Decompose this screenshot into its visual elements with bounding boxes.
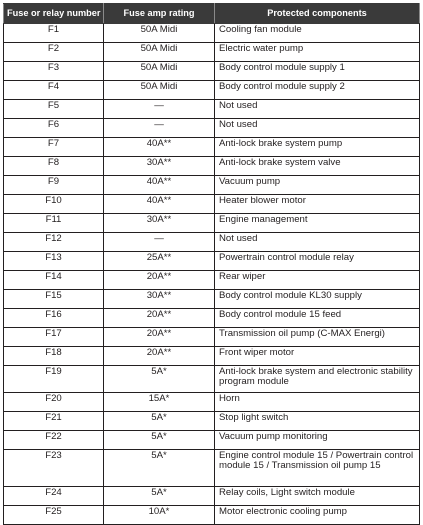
protected-component-cell: Engine control module 15 / Powertrain control module 15 / Transmission oil pump 15 — [215, 450, 420, 487]
fuse-number-cell: F20 — [4, 393, 104, 412]
protected-component-cell: Transmission oil pump (C-MAX Energi) — [215, 328, 420, 347]
protected-component-cell: Powertrain control module relay — [215, 252, 420, 271]
amp-rating-cell: 50A Midi — [104, 81, 215, 100]
protected-component-cell: Engine management — [215, 214, 420, 233]
protected-component-cell: Body control module 15 feed — [215, 309, 420, 328]
fuse-number-cell: F18 — [4, 347, 104, 366]
fuse-number-cell: F14 — [4, 271, 104, 290]
fuse-number-cell: F4 — [4, 81, 104, 100]
amp-rating-cell: 40A** — [104, 138, 215, 157]
amp-rating-cell: 5A* — [104, 450, 215, 487]
amp-rating-cell: 25A** — [104, 252, 215, 271]
amp-rating-cell: 20A** — [104, 309, 215, 328]
table-row — [4, 43, 420, 62]
amp-rating-cell: 30A** — [104, 214, 215, 233]
fuse-number-cell: F11 — [4, 214, 104, 233]
fuse-number-cell: F23 — [4, 450, 104, 487]
amp-rating-cell: 40A** — [104, 195, 215, 214]
amp-rating-cell: 20A** — [104, 271, 215, 290]
fuse-number-cell: F9 — [4, 176, 104, 195]
protected-component-cell: Horn — [215, 393, 420, 412]
amp-rating-cell: — — [104, 233, 215, 252]
protected-component-cell: Front wiper motor — [215, 347, 420, 366]
amp-rating-cell: 5A* — [104, 431, 215, 450]
fuse-number-cell: F2 — [4, 43, 104, 62]
table-row — [4, 24, 420, 43]
table-row — [4, 252, 420, 271]
fuse-number-cell: F1 — [4, 24, 104, 43]
protected-component-cell: Anti-lock brake system valve — [215, 157, 420, 176]
table-row — [4, 412, 420, 431]
table-row — [4, 100, 420, 119]
table-row — [4, 290, 420, 309]
protected-component-cell: Not used — [215, 100, 420, 119]
fuse-number-cell: F22 — [4, 431, 104, 450]
amp-rating-cell: 15A* — [104, 393, 215, 412]
fuse-number-cell: F19 — [4, 366, 104, 393]
protected-component-cell: Heater blower motor — [215, 195, 420, 214]
table-row — [4, 431, 420, 450]
table-row — [4, 176, 420, 195]
fuse-number-cell: F16 — [4, 309, 104, 328]
header-amp-rating: Fuse amp rating — [104, 4, 215, 24]
fuse-table — [3, 3, 420, 525]
header-protected-components: Protected components — [215, 4, 420, 24]
amp-rating-cell: 20A** — [104, 347, 215, 366]
fuse-number-cell: F10 — [4, 195, 104, 214]
amp-rating-cell: — — [104, 100, 215, 119]
fuse-number-cell: F17 — [4, 328, 104, 347]
protected-component-cell: Stop light switch — [215, 412, 420, 431]
table-row — [4, 195, 420, 214]
protected-component-cell: Not used — [215, 233, 420, 252]
fuse-number-cell: F6 — [4, 119, 104, 138]
amp-rating-cell: 50A Midi — [104, 62, 215, 81]
protected-component-cell: Motor electronic cooling pump — [215, 506, 420, 525]
fuse-number-cell: F12 — [4, 233, 104, 252]
fuse-number-cell: F13 — [4, 252, 104, 271]
fuse-number-cell: F7 — [4, 138, 104, 157]
fuse-table-container — [3, 3, 419, 525]
header-fuse-number: Fuse or relay number — [4, 4, 104, 24]
protected-component-cell: Rear wiper — [215, 271, 420, 290]
protected-component-cell: Vacuum pump monitoring — [215, 431, 420, 450]
fuse-number-cell: F25 — [4, 506, 104, 525]
fuse-number-cell: F8 — [4, 157, 104, 176]
amp-rating-cell: 50A Midi — [104, 43, 215, 62]
fuse-number-cell: F24 — [4, 487, 104, 506]
amp-rating-cell: 30A** — [104, 290, 215, 309]
amp-rating-cell: 10A* — [104, 506, 215, 525]
table-row — [4, 328, 420, 347]
fuse-number-cell: F15 — [4, 290, 104, 309]
table-row — [4, 81, 420, 100]
amp-rating-cell: 5A* — [104, 412, 215, 431]
table-row — [4, 157, 420, 176]
table-row — [4, 506, 420, 525]
table-row — [4, 271, 420, 290]
protected-component-cell: Body control module supply 2 — [215, 81, 420, 100]
table-row — [4, 62, 420, 81]
amp-rating-cell: 20A** — [104, 328, 215, 347]
table-row — [4, 393, 420, 412]
amp-rating-cell: 40A** — [104, 176, 215, 195]
table-row — [4, 214, 420, 233]
table-row — [4, 138, 420, 157]
amp-rating-cell: 30A** — [104, 157, 215, 176]
fuse-number-cell: F21 — [4, 412, 104, 431]
fuse-number-cell: F3 — [4, 62, 104, 81]
protected-component-cell: Anti-lock brake system pump — [215, 138, 420, 157]
protected-component-cell: Cooling fan module — [215, 24, 420, 43]
amp-rating-cell: 5A* — [104, 487, 215, 506]
protected-component-cell: Electric water pump — [215, 43, 420, 62]
table-row — [4, 450, 420, 487]
table-row — [4, 233, 420, 252]
amp-rating-cell: 50A Midi — [104, 24, 215, 43]
protected-component-cell: Vacuum pump — [215, 176, 420, 195]
protected-component-cell: Relay coils, Light switch module — [215, 487, 420, 506]
table-row — [4, 309, 420, 328]
table-row — [4, 119, 420, 138]
amp-rating-cell: — — [104, 119, 215, 138]
table-row — [4, 487, 420, 506]
fuse-number-cell: F5 — [4, 100, 104, 119]
protected-component-cell: Anti-lock brake system and electronic stability program module — [215, 366, 420, 393]
protected-component-cell: Body control module KL30 supply — [215, 290, 420, 309]
table-row — [4, 347, 420, 366]
protected-component-cell: Body control module supply 1 — [215, 62, 420, 81]
table-header-row — [4, 4, 420, 24]
amp-rating-cell: 5A* — [104, 366, 215, 393]
protected-component-cell: Not used — [215, 119, 420, 138]
table-row — [4, 366, 420, 393]
